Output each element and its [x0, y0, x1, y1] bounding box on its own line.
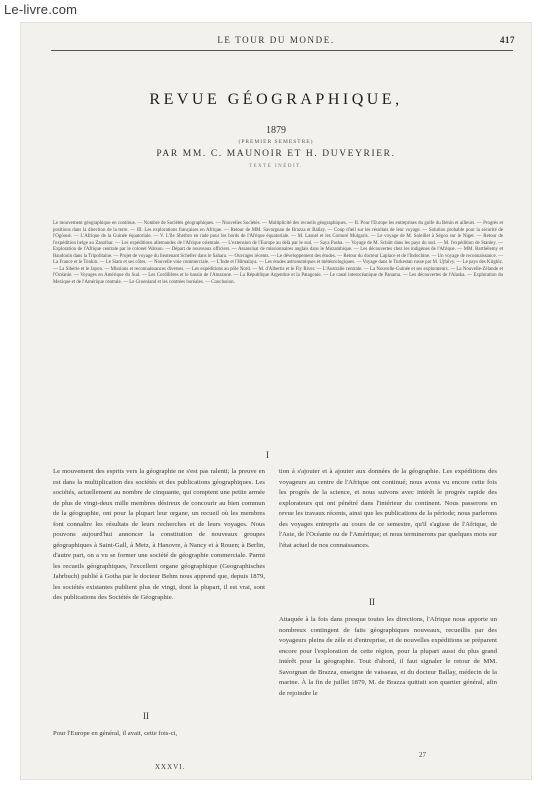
section-numeral-1: I — [266, 450, 269, 460]
page-number: 417 — [500, 35, 515, 45]
signature-code: XXXVI. — [155, 763, 186, 771]
article-semester: (PREMIER SEMESTRE) — [238, 139, 314, 145]
authors-note: TEXTE INÉDIT. — [248, 164, 304, 169]
site-watermark: Le-livre.com — [4, 2, 78, 17]
running-title: LE TOUR DU MONDE. — [217, 35, 335, 45]
article-year: 1879 — [266, 125, 286, 136]
body-column-left-part-2: Pour l'Europe en général, il avait, cette fois-ci, — [53, 730, 178, 737]
article-summary: Le mouvement géographique en continue. — Nombre de Sociétés géographiques. — Nouvelles Sociétés. — Multiplicité des recueils géographiques. — II. Pour l'Europe les entreprises du golfe du Bénin et ailleurs. — Progrès et positions dans la direction de la terre. — III. Les explorations françaises en Afrique. — Retour de MM. Savorgnan de Brazza et Ballay. — Coup d'œil sur les résultats de leur voyage. — Solution probable pour la sécurité de l'Ogôoué. — L'Afrique de la Guinée équatoriale. — V. L'île Sherbro en rade pour les bords de l'Afrique équatoriale. — M. Lasnel et les Comoré Mulgaris. — Le voyage de M. Soleillet à Ségou sur le Niger. — Retour de l'expédition belge au Zanzibar. — Les expéditions allemandes de l'Afrique orientale. — L'extension de l'Europe au delà par le sud. — Saya Pasha. — Voyage de M. Schütt dans les pays du sud. — M. l'expédition de Stanley. — Exploration de l'Afrique centrale par le colonel Watson. — Départ de nouveaux officiers. — Assassinat de missionnaires anglais dans le Mozambique. — Les découvertes chez les indigènes de l'Afrique. — MM. Barthélemy et Baudouin dans la Tripolitaine. — Projet de voyage du lieutenant Scheller dans le Sahara. — Ouvrages récents. — Le développement des études. — Retour du docteur Laplace et de l'Indochine. — Un voyage de reconnaissance. — La France et le Tonkin. — Le Siam et ses côtes. — Nouvelle voie commerciale. — L'Inde et l'Himalaya. — Les études astronomiques et météorologiques. — Voyage dans le Turkestan russe par M. Ujfalvy. — Le pays des Kirghiz. — La Sibérie et le Japon. — Missions et reconnaissances diverses. — Les expéditions au pôle Nord. — M. d'Albertis et le Fly River. — L'Australie centrale. — La Nouvelle-Guinée et ses explorateurs. — La Nouvelle-Zélande et l'Océanie. — Voyages en Amérique du Sud. — Les Cordillères et le bassin de l'Amazone. — La République Argentine et la Patagonie. — Le canal interocéanique de Panama. — Les découvertes de l'Alaska. — Exploration du Mexique et de l'Amérique centrale. — Le Groenland et les contrées boréales. — Conclusion. — [53, 221, 503, 285]
section-numeral-2: II — [143, 711, 149, 721]
body-column-right-part-2: Attaquée à la fois dans presque toutes les directions, l'Afrique nous apporte un nombreux contingent de faits géographiques nouveaux, recueillis par des voyageurs pleins de zèle et d'entreprise, et de nouvelles expéditions se préparent encore pour l'exploration de cette région, pour la plupart aussi du plus grand intérêt pour la géographie. Tout d'abord, il faut signaler le retour de MM. Savorgnan de Brazza, enseigne de vaisseau, et du docteur Ballay, médecin de la marine. À la fin de juillet 1879, M. de Brazza quittait son quartier général, afin de rejoindre le — [279, 616, 497, 697]
running-header — [21, 35, 531, 49]
header-rule — [51, 50, 513, 51]
body-column-left-part-1: Le mouvement des esprits vers la géographie ne s'est pas ralenti; la preuve en est dans la multiplication des sociétés et des publications géographiques. Les sociétés, actuellement au nombre de cinquante, qui comptent une petite armée de plus de vingt-deux mille membres désireux de concourir au bien commun de la géographie, ont pour la plupart leur organe, un recueil où les membres font connaître les résultats de leurs recherches et de leurs voyages. Nous pouvons aujourd'hui annoncer la constitution de nouveaux groupes géographiques à Saint-Gall, à Metz, à Hanovre, à Nancy et à Rouen; à Berlin, d'autre part, on a vu se former une société de géographie commerciale. Parmi les recueils géographiques, l'excellent organe géographique (Geographisches Jahrbuch) publié à Gotha par le docteur Behm nous apprend que, depuis 1879, les sociétés existantes publient plus de vingt, dont la plupart, il est vrai, sont des publications des Sociétés de Géographie. — [53, 468, 265, 601]
book-page — [20, 22, 532, 780]
body-column-right-part-1: tion à s'ajouter et à ajouter aux données de la géographie. Les expéditions des voyageurs au centre de l'Afrique ont continué; nous avons vu encore cette fois les progrès de la science, et nous suivons avec intérêt le progrès rapide des explorateurs qui ont pénétré dans l'intérieur du continent. Nous passerons en revue les travaux récents, ainsi que les publications de la période; nous parlerons des voyages entrepris au cours de ce semestre, qu'il s'agisse de l'Afrique, de l'Asie, de l'Océanie ou de l'Amérique; et nous terminerons par quelques mots sur l'état actuel de nos connaissances. — [279, 468, 497, 549]
section-numeral-3: II — [369, 597, 375, 607]
signature-mark: 27 — [419, 751, 426, 759]
article-authors: PAR MM. C. MAUNOIR ET H. DUVEYRIER. — [156, 149, 396, 159]
article-title: REVUE GÉOGRAPHIQUE, — [149, 91, 403, 108]
